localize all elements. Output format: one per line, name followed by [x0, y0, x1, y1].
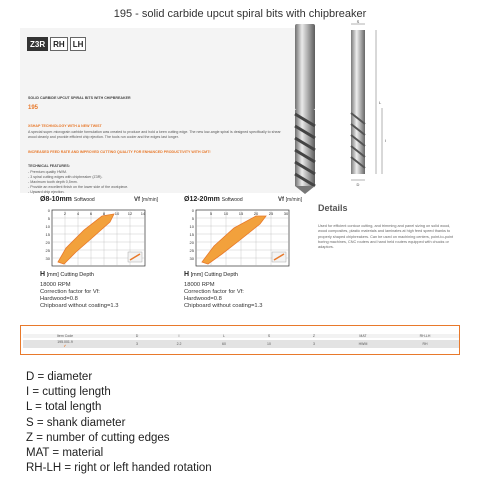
legend-item: RH-LH = right or left handed rotation	[26, 462, 212, 475]
vf-unit: [m/min]	[141, 197, 158, 203]
label-s: S	[356, 19, 360, 24]
hardwood-factor: Hardwood=0.8	[184, 296, 222, 302]
catalog-subheading-feed: INCREASED FEED RATE AND IMPROVED CUTTING QUALITY FOR ENHANCED PRODUCTIVITY WITH CMT!	[28, 150, 211, 154]
x-tick: 10	[114, 211, 120, 216]
y-tick: 20	[189, 240, 194, 245]
correction-label: Correction factor for Vf:	[40, 289, 100, 295]
feature-item: - Premium quality HWM.	[28, 170, 67, 174]
diagram-spec	[40, 282, 158, 310]
spec-badges	[27, 37, 86, 51]
y-tick: 30	[45, 256, 50, 261]
x-tick: 30	[283, 211, 289, 216]
badge-lh: LH	[70, 37, 87, 51]
chipboard-factor: Chipboard without coating=1.3	[184, 303, 263, 309]
catalog-code: 195	[28, 105, 39, 111]
x-tick: 25	[268, 211, 274, 216]
table-header-cell: RH-LH	[419, 334, 431, 338]
legend-item: I = cutting length	[26, 386, 111, 399]
feature-item: - Provide an excellent finish on the lower side of the workpiece.	[28, 185, 129, 189]
table-header-cell: D	[135, 334, 139, 338]
catalog-subheading-features: TECHNICAL FEATURES:	[28, 164, 70, 168]
x-tick: 20	[253, 211, 259, 216]
table-cell: HWM	[358, 342, 368, 346]
y-tick: 5	[47, 216, 50, 221]
table-cell: 3	[136, 342, 138, 346]
feed-rate-diagram-small	[40, 196, 158, 310]
vf-label: Vf	[133, 197, 140, 203]
diagram-diameter: Ø8-10mm	[40, 196, 72, 203]
x-tick: 12	[127, 211, 133, 216]
y-tick: 15	[189, 232, 194, 237]
x-tick: 10	[223, 211, 229, 216]
spec-table	[20, 325, 460, 355]
y-tick: 0	[47, 208, 50, 213]
catalog-heading: SOLID CARBIDE UPCUT SPIRAL BITS WITH CHIPBREAKER	[28, 96, 131, 100]
h-unit: [mm] Cutting Depth	[190, 272, 238, 278]
table-cell: 60	[222, 342, 226, 346]
table-header-cell: MAT	[359, 334, 367, 338]
label-l: L	[379, 100, 382, 105]
catalog-subheading-technology: XSHAP TECHNOLOGY WITH A NEW TWIST	[28, 124, 102, 128]
badge-z3r: Z3R	[27, 37, 48, 51]
y-tick: 10	[189, 224, 194, 229]
legend-item: L = total length	[26, 401, 102, 414]
feature-item: - Upward chip ejection.	[28, 190, 65, 194]
table-cell-item-code[interactable]: 195.001.9	[57, 340, 73, 344]
legend-item: MAT = material	[26, 447, 104, 460]
details-title: Details	[318, 203, 348, 213]
y-tick: 25	[45, 248, 50, 253]
h-unit: [mm] Cutting Depth	[46, 272, 94, 278]
diagram-material: Softwood	[73, 197, 95, 203]
diagram-diameter: Ø12-20mm	[184, 196, 220, 203]
y-tick: 0	[191, 208, 194, 213]
y-tick: 25	[189, 248, 194, 253]
legend-item: D = diameter	[26, 371, 93, 383]
y-tick: 20	[45, 240, 50, 245]
table-cell: 2.2	[176, 342, 182, 346]
bit-dimension-drawing	[330, 18, 400, 188]
vf-label: Vf	[277, 197, 284, 203]
table-header-cell: Item Code	[56, 334, 74, 338]
features-list	[28, 170, 283, 195]
y-tick: 30	[189, 256, 194, 261]
router-bit-image	[290, 22, 324, 196]
y-tick: 10	[45, 224, 50, 229]
diagram-material: Softwood	[221, 197, 243, 203]
x-tick: 8	[102, 211, 106, 216]
h-label: H	[184, 271, 190, 278]
y-tick: 15	[45, 232, 50, 237]
x-tick: 5	[209, 211, 213, 216]
table-header-cell: I	[178, 334, 180, 338]
badge-rh: RH	[50, 37, 68, 51]
table-cell: 3	[313, 342, 315, 346]
diagram-plot	[40, 208, 158, 270]
abbreviation-legend	[26, 370, 212, 476]
details-text: Used for efficient contour cutting, and trimming and panel sizing on solid wood, wood composites, plastic materials and laminates at high feed speed thanks to properly shaped chipbreakers. Can be used on machining centers, point-to-point boring machines, CNC routers and hand held routers equipped with chucks or adaptors.	[318, 224, 454, 250]
rpm: 18000 RPM	[184, 282, 215, 288]
table-header-row	[23, 334, 459, 338]
x-tick: 15	[238, 211, 244, 216]
correction-label: Correction factor for Vf:	[184, 289, 244, 295]
cart-icon[interactable]: ✔	[63, 344, 67, 348]
product-title: 195 - solid carbide upcut spiral bits with chipbreaker	[113, 8, 367, 20]
label-i: I	[385, 138, 387, 143]
table-header-cell: L	[223, 334, 225, 338]
catalog-paragraph: A special super-micrograin carbide formulation was created to produce and hold a keen cutting edge. The new low-angle spiral is designed specifically to shear wood cleanly and provide efficient chip ejection. The tools run cooler and the edges last longer.	[28, 130, 281, 139]
legend-item: Z = number of cutting edges	[26, 431, 170, 444]
table-cell: 10	[267, 342, 271, 346]
x-tick: 4	[76, 211, 80, 216]
hardwood-factor: Hardwood=0.8	[40, 296, 78, 302]
y-tick: 5	[191, 216, 194, 221]
feed-rate-diagram-large	[184, 196, 302, 310]
legend-item: S = shank diameter	[26, 416, 126, 429]
x-tick: 6	[89, 211, 93, 216]
diagram-plot	[184, 208, 302, 270]
table-cell: RH	[422, 342, 428, 346]
chipboard-factor: Chipboard without coating=1.3	[40, 303, 119, 309]
table-row	[23, 340, 459, 348]
diagram-spec	[184, 282, 302, 310]
rpm: 18000 RPM	[40, 282, 71, 288]
label-d: D	[356, 182, 360, 187]
table-header-cell: Z	[312, 334, 316, 338]
x-tick: 14	[140, 211, 146, 216]
x-tick: 2	[63, 211, 67, 216]
table-header-cell: S	[267, 334, 271, 338]
feature-item: - 3 spiral cutting edges with chipbreaker (Z3R).	[28, 175, 103, 179]
feature-item: - Maximum tooth depth 0,5mm.	[28, 180, 78, 184]
vf-unit: [m/min]	[285, 197, 302, 203]
h-label: H	[40, 271, 46, 278]
catalog-panel	[20, 28, 300, 193]
